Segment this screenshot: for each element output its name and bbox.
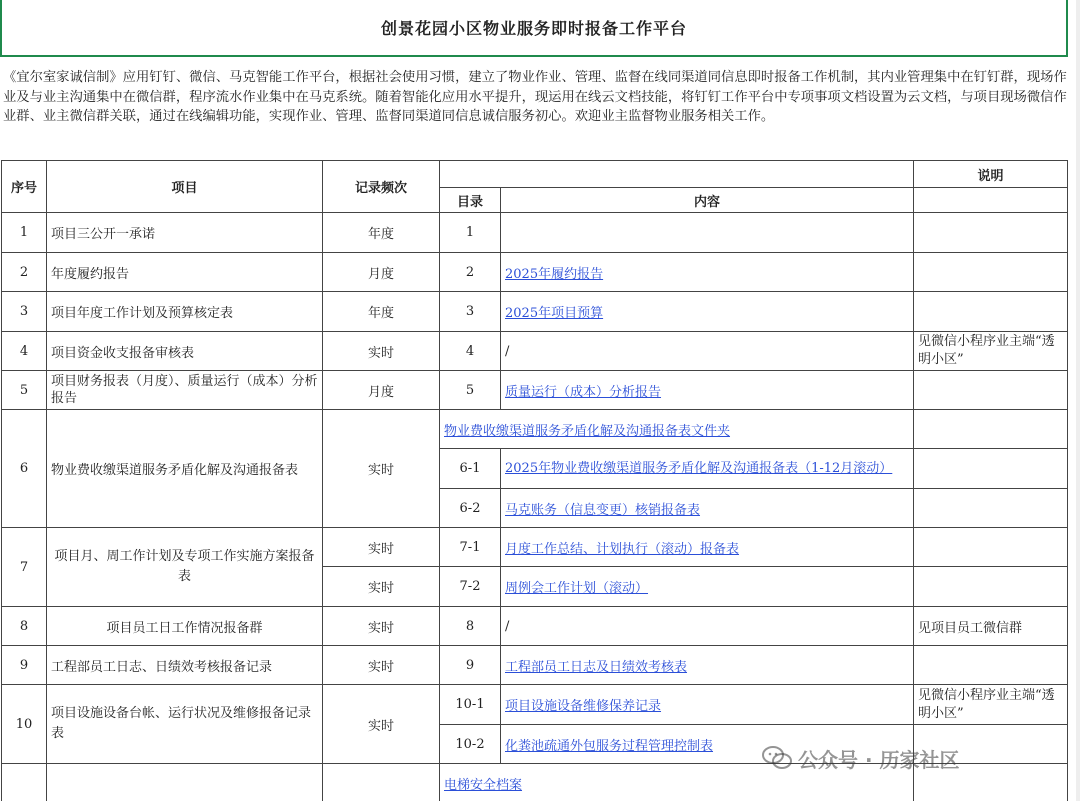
watermark [762,738,1062,778]
row-seq: 1 [2,213,47,253]
row-seq: 5 [2,371,47,410]
row-item: 项目年度工作计划及预算核定表 [47,292,323,332]
row-freq: 实时 [323,332,440,371]
row-seq: 3 [2,292,47,332]
row-note [914,292,1068,332]
table-row [2,528,1068,567]
row-seq: 10 [2,685,47,764]
row-freq: 实时 [323,685,440,764]
row-freq: 年度 [323,292,440,332]
row-seq: 9 [2,646,47,685]
watermark-text: 公众号 · 历家社区 [798,747,960,772]
row-note [914,213,1068,253]
header-item: 项目 [47,161,323,213]
row-note [914,371,1068,410]
row-note: 见微信小程序业主端“透明小区” [914,332,1068,371]
content-link[interactable]: 周例会工作计划（滚动） [505,581,649,596]
content-link[interactable]: 马克账务（信息变更）核销报备表 [505,502,701,518]
table-row [2,410,1068,449]
row-dir: 5 [440,371,501,410]
content-link[interactable]: 项目设施设备维修保养记录 [505,699,662,714]
row-freq: 实时 [323,410,440,528]
row-dir: 1 [440,213,501,253]
content-link[interactable]: 工程部员工日志及日绩效考核表 [505,659,688,675]
row-dir: 7-1 [440,528,501,567]
content-link[interactable]: 2025年项目预算 [505,306,604,321]
page-title: 创景花园小区物业服务即时报备工作平台 [380,19,687,38]
row-freq: 实时 [323,567,440,607]
row-item: 项目资金收支报备审核表 [47,332,323,371]
row-item: 项目设施设备台帐、运行状况及维修报备记录表 [47,685,323,764]
table-row [2,292,1068,332]
row-seq: 7 [2,528,47,607]
row-dir: 6-2 [440,489,501,528]
header-dir: 目录 [440,188,501,213]
table-row [2,213,1068,253]
row-item: 物业费收缴渠道服务矛盾化解及沟通报备表 [47,410,323,528]
table-row [2,332,1068,371]
header-content: 内容 [501,188,914,213]
content-link[interactable]: 化粪池疏通外包服务过程管理控制表 [505,738,714,754]
header-freq: 记录频次 [323,161,440,213]
row-content [501,213,914,253]
row-item: 项目财务报表（月度）、质量运行（成本）分析报告 [47,371,323,410]
row-seq: 6 [2,410,47,528]
row-note: 见项目员工微信群 [914,607,1068,646]
table-row [2,685,1068,725]
table-row [2,253,1068,292]
row-item [47,764,323,801]
table-row [2,607,1068,646]
content-link[interactable]: 质量运行（成本）分析报告 [505,384,662,400]
row-dir: 2 [440,253,501,292]
row-content: / [501,607,914,646]
content-link[interactable]: 2025年物业费收缴渠道服务矛盾化解及沟通报备表（1-12月滚动） [505,460,893,476]
row-item: 项目月、周工作计划及专项工作实施方案报备表 [47,528,323,607]
report-table [1,160,1068,801]
row-freq: 实时 [323,646,440,685]
row-note [914,567,1068,607]
header-seq: 序号 [2,161,47,213]
row-note [914,489,1068,528]
folder-link[interactable]: 电梯安全档案 [444,778,523,793]
row-freq [323,764,440,801]
row-content: / [501,332,914,371]
folder-link[interactable]: 物业费收缴渠道服务矛盾化解及沟通报备表文件夹 [444,423,731,439]
row-dir: 10-1 [440,685,501,725]
row-item: 项目员工日工作情况报备群 [47,607,323,646]
row-note [914,646,1068,685]
content-link[interactable]: 2025年履约报告 [505,266,604,282]
table-row [2,371,1068,410]
row-seq: 2 [2,253,47,292]
row-note [914,253,1068,292]
row-freq: 月度 [323,371,440,410]
row-seq: 8 [2,607,47,646]
row-dir: 6-1 [440,449,501,489]
row-dir: 7-2 [440,567,501,607]
header-note-blank [914,188,1068,213]
table-row [2,646,1068,685]
row-note [914,449,1068,489]
title-box [0,0,1068,57]
content-link[interactable]: 月度工作总结、计划执行（滚动）报备表 [505,541,740,557]
row-dir: 4 [440,332,501,371]
row-dir: 10-2 [440,725,501,764]
row-dir: 9 [440,646,501,685]
row-item: 年度履约报告 [47,253,323,292]
row-note [914,410,1068,449]
row-freq: 年度 [323,213,440,253]
header-note: 说明 [914,161,1068,188]
row-dir: 8 [440,607,501,646]
row-item: 工程部员工日志、日绩效考核报备记录 [47,646,323,685]
row-dir: 3 [440,292,501,332]
row-freq: 月度 [323,253,440,292]
row-freq: 实时 [323,607,440,646]
row-freq: 实时 [323,528,440,567]
row-note: 见微信小程序业主端“透明小区” [914,685,1068,725]
intro-paragraph: 《宜尔室家诚信制》应用钉钉、微信、马克智能工作平台，根据社会使用习惯，建立了物业作业、管理、监督在线同渠道同信息即时报备工作机制，其内业管理集中在钉钉群，现场作业及与业主沟通集中在微信群，程序流水作业集中在马克系统。随着智能化应用水平提升，现运用在线云文档技能，将钉钉工作平台中专项事项文档设置为云文档，与项目现场微信作业群、业主微信群关联，通过在线编辑功能，实现作业、管理、监督同渠道同信息诚信服务初心。欢迎业主监督物业服务相关工作。 [3,70,1067,124]
row-item: 项目三公开一承诺 [47,213,323,253]
header-blank [440,161,914,188]
wechat-icon [762,745,792,771]
row-seq: 4 [2,332,47,371]
row-note [914,528,1068,567]
row-seq [2,764,47,801]
